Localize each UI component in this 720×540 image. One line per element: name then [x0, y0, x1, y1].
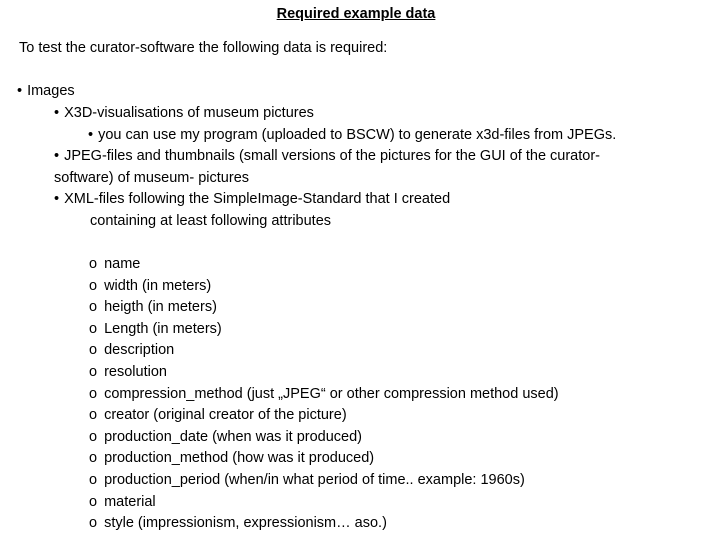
attribute-label: Length (in meters) [104, 320, 222, 337]
attribute-label: production_date (when was it produced) [104, 428, 363, 445]
option-bullet-icon: o [89, 364, 98, 380]
attribute-item [89, 494, 156, 510]
option-bullet-icon: o [89, 320, 98, 337]
attribute-label: production_method (how was it produced) [104, 450, 375, 467]
attribute-item [89, 450, 374, 466]
attribute-item [89, 429, 362, 445]
list-item-xml [54, 191, 450, 207]
attribute-label: resolution [104, 364, 167, 380]
attribute-item [89, 321, 222, 337]
attribute-label: description [104, 342, 175, 359]
option-bullet-icon: o [89, 407, 98, 424]
list-item-jpeg-continued: software) of museum- pictures [54, 170, 250, 186]
item-label: Images [27, 83, 75, 99]
bullet-icon: • [17, 83, 23, 99]
attribute-item [89, 256, 140, 272]
option-bullet-icon: o [89, 277, 98, 294]
option-bullet-icon: o [89, 493, 98, 510]
attribute-item [89, 364, 167, 380]
item-label: you can use my program (uploaded to BSCW) to generate x3d-files from JPEGs. [98, 127, 617, 143]
option-bullet-icon: o [89, 256, 98, 272]
option-bullet-icon: o [89, 342, 98, 359]
bullet-icon: • [54, 148, 60, 164]
attribute-item [89, 342, 174, 358]
list-item-xml-continued: containing at least following attributes [90, 213, 332, 229]
attribute-item [89, 472, 525, 488]
option-bullet-icon: o [89, 515, 98, 532]
bullet-icon: • [54, 105, 60, 121]
attribute-label: compression_method (just „JPEG“ or other compression method used) [104, 385, 559, 402]
list-item-images [17, 83, 75, 99]
option-bullet-icon: o [89, 428, 98, 445]
attribute-item [89, 299, 217, 315]
attribute-item [89, 386, 559, 402]
attribute-item [89, 407, 347, 423]
attribute-label: style (impressionism, expressionism… aso.) [104, 515, 387, 532]
option-bullet-icon: o [89, 450, 98, 467]
attribute-label: heigth (in meters) [104, 299, 217, 316]
attribute-label: creator (original creator of the picture) [104, 407, 347, 424]
attribute-label: material [104, 493, 156, 510]
option-bullet-icon: o [89, 385, 98, 402]
list-item-x3d [54, 105, 314, 121]
option-bullet-icon: o [89, 299, 98, 316]
attribute-label: name [104, 256, 141, 272]
bullet-icon: • [88, 127, 94, 143]
option-bullet-icon: o [89, 472, 98, 488]
list-item-jpeg [54, 148, 600, 164]
item-label: XML-files following the SimpleImage-Standard that I created [64, 191, 451, 207]
attribute-label: width (in meters) [104, 277, 212, 294]
page-title: Required example data [276, 6, 436, 22]
item-label: X3D-visualisations of museum pictures [64, 105, 314, 121]
list-item-program [88, 127, 616, 143]
item-label: JPEG-files and thumbnails (small versions of the pictures for the GUI of the curator- [64, 148, 600, 164]
intro-text: To test the curator-software the following data is required: [19, 40, 388, 56]
attribute-item [89, 515, 387, 531]
attribute-label: production_period (when/in what period of time.. example: 1960s) [104, 472, 525, 488]
attribute-item [89, 278, 211, 294]
bullet-icon: • [54, 191, 60, 207]
